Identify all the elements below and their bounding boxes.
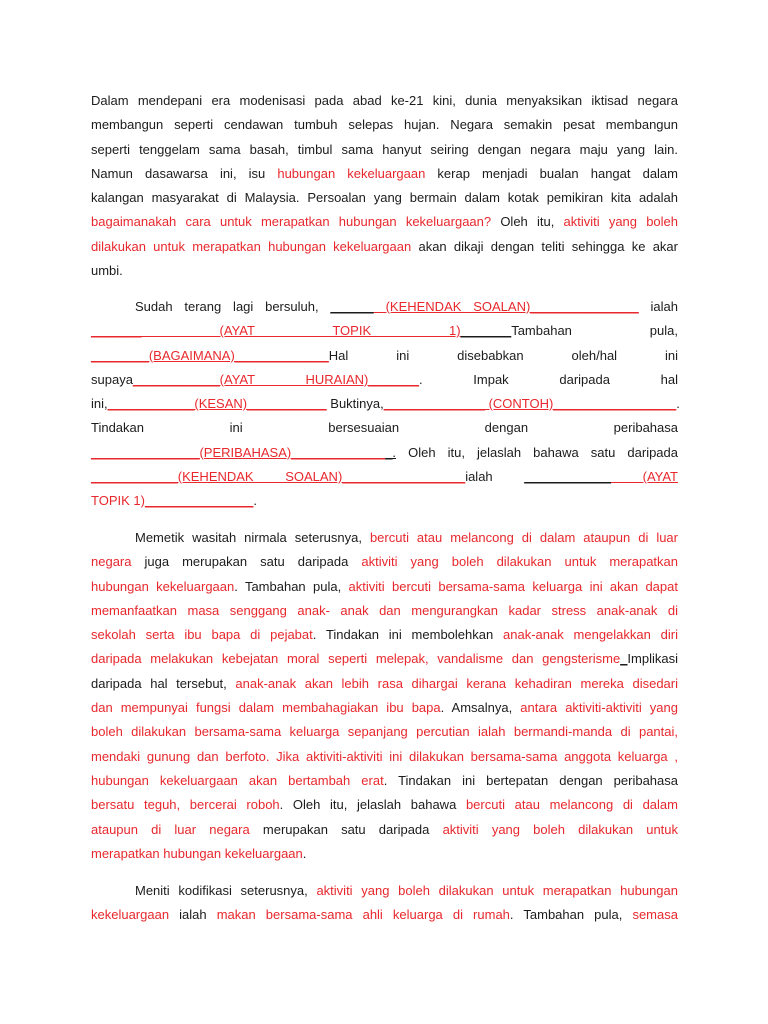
text-run: . Impak daripada hal <box>418 371 678 387</box>
text-line: membangun seperti cendawan tumbuh selepas hujan. Negara semakin pesat membangun <box>91 117 678 133</box>
placeholder-peribahasa: _______________(PERIBAHASA)_____________ <box>91 444 386 460</box>
text-line <box>91 879 678 903</box>
text-run: kerap menjadi bualan hangat dalam <box>425 165 678 181</box>
highlighted-phrase: sekolah serta ibu bapa di pejabat <box>91 627 313 643</box>
text-line: mendaki gunung dan berfoto. Jika aktiviti-aktiviti ini dilakukan bersama-sama anggota keluarga , <box>91 748 678 764</box>
text-line: memanfaatkan masa senggang anak- anak dan mengurangkan kadar stress anak-anak di <box>91 602 678 618</box>
text-run: . Tambahan pula, <box>509 907 633 923</box>
text-run: ini, <box>91 396 108 412</box>
text-run: . Amsalnya, <box>440 700 521 716</box>
highlighted-phrase: aktiviti yang boleh dilakukan untuk <box>442 821 679 837</box>
highlighted-phrase: kekeluargaan <box>91 907 170 923</box>
blank-line: _. <box>385 444 397 460</box>
placeholder-kesan: ____________(KESAN)___________ <box>107 396 327 412</box>
text-run: . <box>302 845 307 861</box>
paragraph-body-1 <box>91 526 678 866</box>
paragraph-introduction <box>91 89 678 283</box>
text-line: umbi. <box>91 263 123 279</box>
text-run: Hal ini disebabkan oleh/hal ini <box>328 347 678 363</box>
text-run: Implikasi <box>627 651 678 667</box>
text-line: Dalam mendepani era modenisasi pada abad ke-21 kini, dunia menyaksikan iktisad negara <box>91 93 678 108</box>
text-run: Sudah terang lagi bersuluh, <box>135 299 331 314</box>
text-run: Namun dasawarsa ini, isu <box>91 165 278 181</box>
text-run: Memetik wasitah nirmala seterusnya, <box>135 530 370 545</box>
text-line <box>91 235 678 259</box>
placeholder-kehendak-soalan: (KEHENDAK SOALAN)_______________ <box>373 299 639 314</box>
text-line <box>91 162 678 186</box>
text-run: . <box>676 396 680 412</box>
text-line <box>91 903 678 927</box>
text-run: ialah <box>465 469 525 485</box>
highlighted-phrase: aktiviti bercuti bersama-sama keluarga ini akan dapat <box>348 578 678 594</box>
highlighted-phrase: daripada melakukan kebejatan moral seperti melepak, vandalisme dan gengsterisme <box>91 651 621 667</box>
placeholder-contoh: ______________ (CONTOH)_________________ <box>383 396 677 412</box>
text-line <box>91 392 678 416</box>
text-run: Buktinya, <box>326 396 384 412</box>
highlighted-phrase: bercuti atau melancong di dalam <box>465 797 678 813</box>
placeholder-ayat-topik: (AYAT <box>611 469 678 485</box>
text-line <box>91 696 678 720</box>
text-run: akan dikaji dengan teliti sehingga ke akar <box>411 238 678 254</box>
text-line <box>91 550 678 574</box>
text-run: . Tindakan ini bertepatan dengan peribahasa <box>383 772 678 788</box>
blank-line: ______ <box>330 299 374 314</box>
text-run: . Oleh itu, jelaslah bahawa <box>279 797 466 813</box>
text-line: kalangan masyarakat di Malaysia. Persoalan yang bermain dalam kotak pemikiran kita adalah <box>91 190 678 206</box>
text-line <box>91 465 678 489</box>
highlighted-phrase: aktiviti yang boleh dilakukan untuk merapatkan hubungan <box>316 883 678 898</box>
text-line <box>91 368 678 392</box>
highlighted-phrase: makan bersama-sama ahli keluarga di rumah <box>216 907 510 923</box>
text-run: ialah <box>638 299 678 314</box>
highlighted-phrase: hubungan kekeluargaan <box>91 578 235 594</box>
text-line <box>91 489 678 513</box>
text-run: ialah <box>169 907 217 923</box>
text-run: Oleh itu, <box>491 214 564 230</box>
text-line <box>91 344 678 368</box>
highlighted-phrase: semasa <box>632 907 678 923</box>
highlighted-phrase: anak-anak mengelakkan diri <box>503 627 678 643</box>
text-line <box>91 319 678 343</box>
text-line <box>91 623 678 647</box>
blank-line: _ <box>620 651 628 667</box>
text-run: Oleh itu, jelaslah bahawa satu daripada <box>396 444 678 460</box>
text-run: juga merupakan satu daripada <box>131 554 362 570</box>
text-line <box>91 295 678 319</box>
highlighted-phrase: merapatkan hubungan kekeluargaan <box>91 845 303 861</box>
text-run: supaya <box>91 371 133 387</box>
text-run: Meniti kodifikasi seterusnya, <box>135 883 317 898</box>
paragraph-template <box>91 295 678 514</box>
text-line <box>91 672 678 696</box>
highlighted-phrase: dilakukan untuk merapatkan hubungan kekeluargaan <box>91 238 412 254</box>
highlighted-phrase: ataupun di luar negara <box>91 821 250 837</box>
highlighted-phrase: antara aktiviti-aktiviti yang <box>520 700 678 716</box>
blank-line: _______________ <box>144 493 254 509</box>
highlighted-phrase: anak-anak akan lebih rasa dihargai kerana kehadiran mereka disedari <box>235 675 678 691</box>
text-line <box>91 769 678 793</box>
text-run: Tambahan pula, <box>511 323 678 339</box>
text-line <box>91 842 678 866</box>
text-run: merupakan satu daripada <box>249 821 443 837</box>
text-line <box>91 793 678 817</box>
paragraph-body-2 <box>91 879 678 928</box>
text-line <box>91 818 678 842</box>
text-line <box>91 575 678 599</box>
highlighted-question: bagaimanakah cara untuk merapatkan hubungan kekeluargaan? <box>91 214 492 230</box>
text-line <box>91 526 678 550</box>
highlighted-phrase: dan mempunyai fungsi dalam membahagiakan ibu bapa <box>91 700 441 716</box>
text-run: . <box>253 493 258 509</box>
placeholder-ayat-topik: (AYAT TOPIK 1) <box>141 323 461 339</box>
placeholder-bagaimana: ________(BAGAIMANA)_____________ <box>91 347 329 363</box>
blank-line: _______ <box>460 323 512 339</box>
highlighted-phrase: hubungan kekeluargaan <box>277 165 426 181</box>
text-line <box>91 210 678 234</box>
highlighted-phrase: aktiviti yang boleh <box>563 214 679 230</box>
blank-line: ____________ <box>524 469 612 485</box>
text-run: daripada hal tersebut, <box>91 675 236 691</box>
highlighted-phrase: aktiviti yang boleh dilakukan untuk merapatkan <box>361 554 678 570</box>
highlighted-phrase: hubungan kekeluargaan akan bertambah erat <box>91 772 384 788</box>
highlighted-phrase: negara <box>91 554 132 570</box>
text-line: boleh dilakukan bersama-sama keluarga sepanjang percutian ialah bermandi-manda di pantai, <box>91 724 678 740</box>
text-line: seperti tenggelam sama basah, timbul sama hanyut seiring dengan negara maju yang lain. <box>91 141 678 157</box>
highlighted-phrase: bersatu teguh, bercerai roboh <box>91 797 280 813</box>
text-line: Tindakan ini bersesuaian dengan peribahasa <box>91 420 678 436</box>
placeholder-ayat-huraian: ____________(AYAT HURAIAN)_______ <box>132 371 419 387</box>
placeholder-kehendak-soalan: ____________(KEHENDAK SOALAN)_________________ <box>91 469 466 485</box>
text-run: . Tambahan pula, <box>234 578 349 594</box>
text-run: . Tindakan ini membolehkan <box>312 627 504 643</box>
placeholder-ayat-topik: TOPIK 1) <box>91 493 145 509</box>
text-line <box>91 441 678 465</box>
blank-line: _______ <box>91 323 142 339</box>
text-line <box>91 647 678 671</box>
highlighted-phrase: bercuti atau melancong di dalam ataupun di luar <box>369 530 678 545</box>
